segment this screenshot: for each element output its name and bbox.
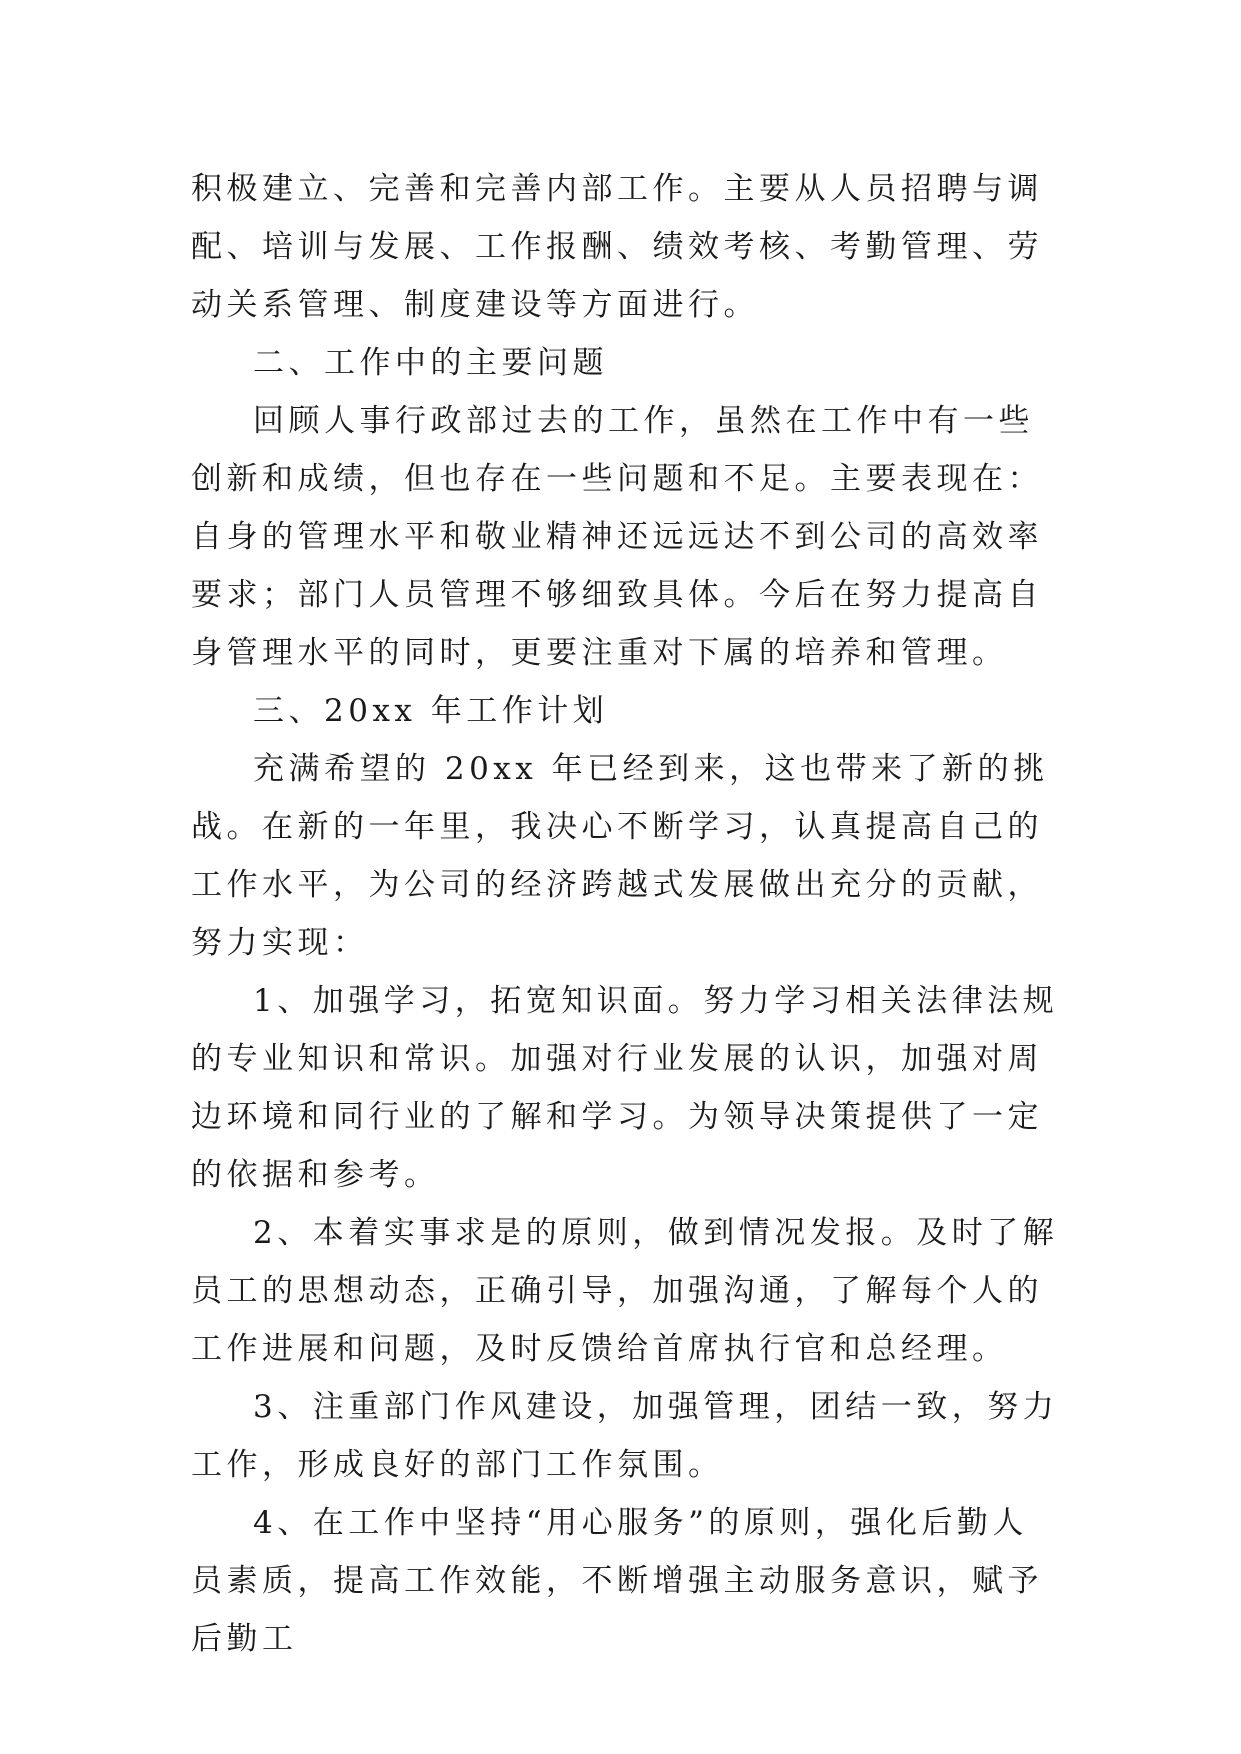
paragraph-problems: 回顾人事行政部过去的工作，虽然在工作中有一些创新和成绩，但也存在一些问题和不足。主要表现在：自身的管理水平和敬业精神还远远达不到公司的高效率要求；部门人员管理不够细致具体。今后在努力提高自身管理水平的同时，更要注重对下属的培养和管理。 <box>191 403 1043 671</box>
plan-item-4: 4、在工作中坚持“用心服务”的原则，强化后勤人员素质，提高工作效能，不断增强主动服务意识，赋予后勤工 <box>191 1505 1043 1657</box>
document-body <box>191 160 1061 1668</box>
plan-item-3: 3、注重部门作风建设，加强管理，团结一致，努力工作，形成良好的部门工作氛围。 <box>191 1389 1059 1483</box>
section-heading-2: 二、工作中的主要问题 <box>253 345 608 381</box>
paragraph-continuation: 积极建立、完善和完善内部工作。主要从人员招聘与调配、培训与发展、工作报酬、绩效考核、考勤管理、劳动关系管理、制度建设等方面进行。 <box>191 171 1043 323</box>
paragraph-plan-intro: 充满希望的 20xx 年已经到来，这也带来了新的挑战。在新的一年里，我决心不断学习，认真提高自己的工作水平，为公司的经济跨越式发展做出充分的贡献，努力实现： <box>191 751 1049 961</box>
plan-item-2: 2、本着实事求是的原则，做到情况发报。及时了解员工的思想动态，正确引导，加强沟通，了解每个人的工作进展和问题，及时反馈给首席执行官和总经理。 <box>191 1215 1059 1367</box>
plan-item-1: 1、加强学习，拓宽知识面。努力学习相关法律法规的专业知识和常识。加强对行业发展的认识，加强对周边环境和同行业的了解和学习。为领导决策提供了一定的依据和参考。 <box>191 983 1059 1193</box>
section-heading-3: 三、20xx 年工作计划 <box>253 693 609 729</box>
